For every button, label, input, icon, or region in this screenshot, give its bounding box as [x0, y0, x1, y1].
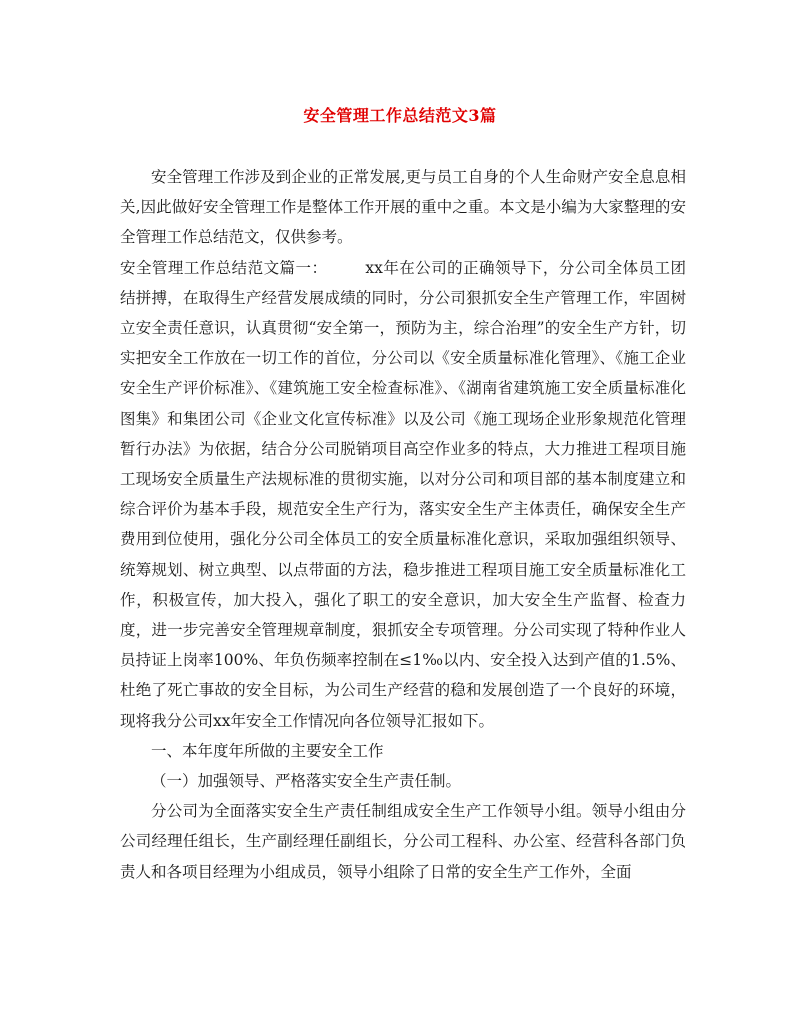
section-heading: 一、本年度年所做的主要安全工作	[151, 741, 384, 760]
subsection-heading: （一）加强领导、严格落实安全生产责任制。	[151, 772, 462, 791]
article-one-label: 安全管理工作总结范文篇一：	[120, 258, 328, 277]
intro-paragraph: 安全管理工作涉及到企业的正常发展,更与员工自身的个人生命财产安全息息相关,因此做好安全管理工作是整体工作开展的重中之重。本文是小编为大家整理的安全管理工作总结范文，仅供参考。	[120, 168, 686, 247]
article-one-paragraph	[120, 253, 686, 736]
document-body	[120, 162, 686, 887]
document-title: 安全管理工作总结范文3篇	[303, 106, 497, 125]
article-one-text: xx年在公司的正确领导下，分公司全体员工团结拼搏，在取得生产经营发展成绩的同时，分公司狠抓安全生产管理工作，牢固树立安全责任意识，认真贯彻“安全第一，预防为主，综合治理”的安全生产方针，切实把安全工作放在一切工作的首位，分公司以《安全质量标准化管理》、《施工企业安全生产评价标准》、《建筑施工安全检查标准》、《湖南省建筑施工安全质量标准化图集》和集团公司《企业文化宣传标准》以及公司《施工现场企业形象规范化管理暂行办法》为依据，结合分公司脱销项目高空作业多的特点，大力推进工程项目施工现场安全质量生产法规标准的贯彻实施，以对分公司和项目部的基本制度建立和综合评价为基本手段，规范安全生产行为，落实安全生产主体责任，确保安全生产费用到位使用，强化分公司全体员工的安全质量标准化意识，采取加强组织领导、统筹规划、树立典型、以点带面的方法，稳步推进工程项目施工安全质量标准化工作，积极宣传，加大投入，强化了职工的安全意识，加大安全生产监督、检查力度，进一步完善安全管理规章制度，狠抓安全专项管理。分公司实现了特种作业人员持证上岗率100%、年负伤频率控制在≤1‰以内、安全投入达到产值的1.5%、杜绝了死亡事故的安全目标，为公司生产经营的稳和发展创造了一个良好的环境，现将我分公司xx年安全工作情况向各位领导汇报如下。	[120, 258, 686, 730]
subsection-paragraph: 分公司为全面落实安全生产责任制组成安全生产工作领导小组。领导小组由分公司经理任组长，生产副经理任副组长，分公司工程科、办公室、经营科各部门负责人和各项目经理为小组成员，领导小组除了日常的安全生产工作外，全面	[120, 802, 686, 881]
